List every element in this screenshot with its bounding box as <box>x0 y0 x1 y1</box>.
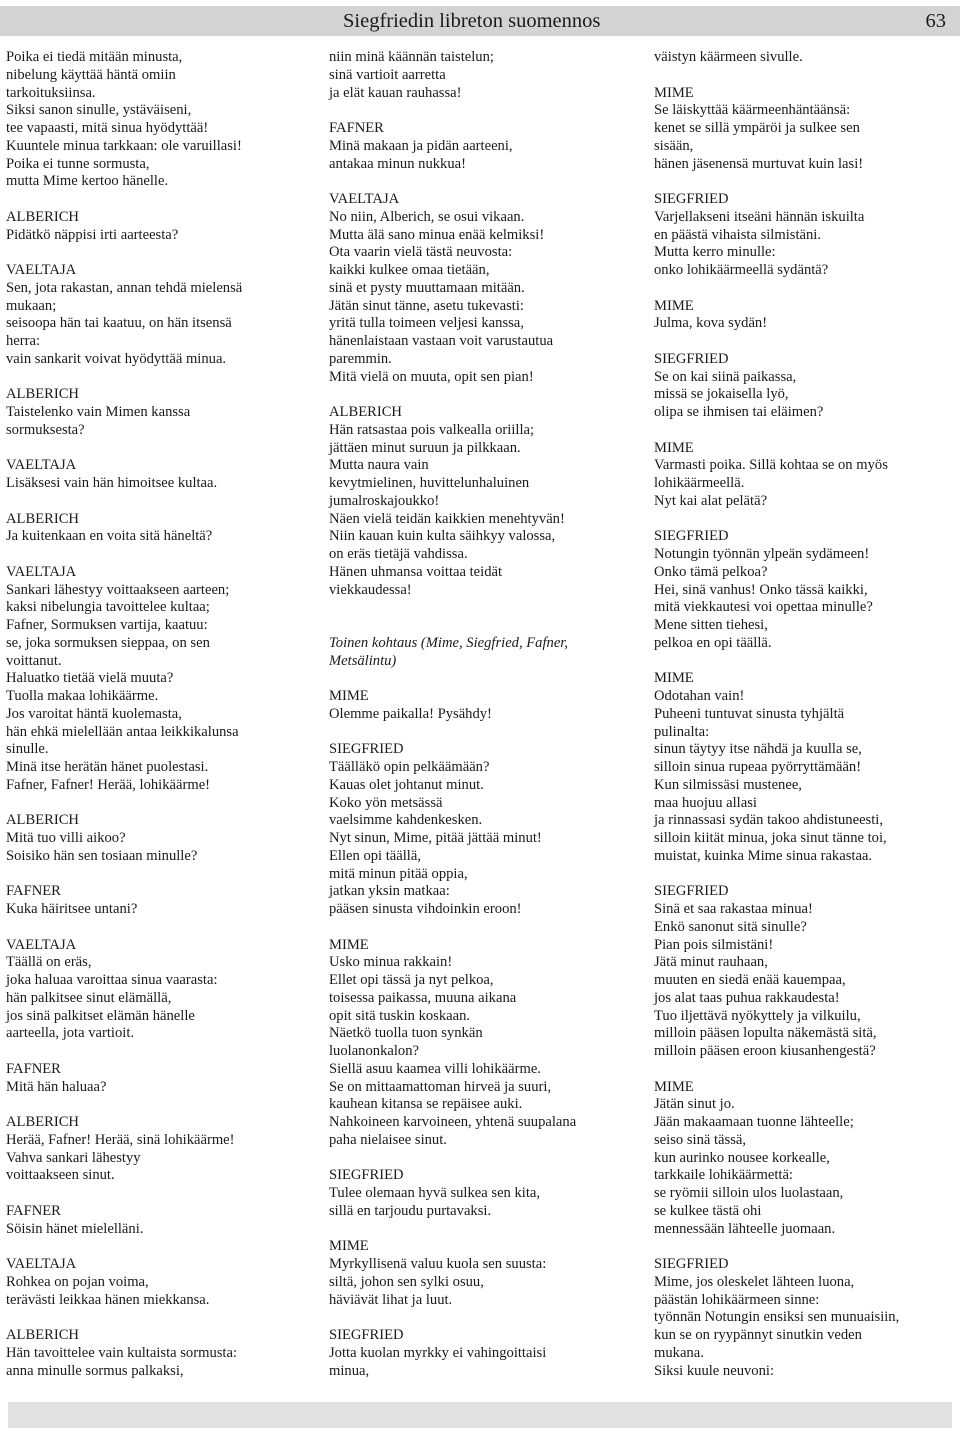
verse-line: kun se on ryypännyt sinutkin veden <box>654 1327 862 1343</box>
speech-block <box>654 351 954 422</box>
verse-line: Odotahan vain! <box>654 688 745 704</box>
verse-line: jättäen minut suruun ja pilkkaan. <box>329 439 521 456</box>
verse-line: niin minä käännän taistelun; <box>329 49 494 65</box>
speaker-name: VAELTAJA <box>6 457 77 474</box>
verse-line: kenet se sillä ympäröi ja sulkee sen <box>654 120 860 136</box>
verse-line: väistyn käärmeen sivulle. <box>654 49 803 65</box>
verse-line: maa huojuu allasi <box>654 794 757 811</box>
verse-line: mitä viekkautesi voi opettaa minulle? <box>654 599 873 616</box>
stage-direction <box>329 617 639 670</box>
speech-block <box>329 741 639 919</box>
speech-block <box>6 457 318 493</box>
speaker-name: ALBERICH <box>6 510 79 527</box>
speaker-name: FAFNER <box>6 1060 61 1077</box>
verse-line: Jätän sinut jo. <box>654 1096 735 1113</box>
verse-line: Jos varoitat häntä kuolemasta, <box>6 705 182 722</box>
verse-line: jos alat taas puhua rakkaudesta! <box>654 989 840 1006</box>
verse-line: Mitä tuo villi aikoo? <box>6 830 126 846</box>
speech-block <box>6 1114 318 1185</box>
speaker-name: SIEGFRIED <box>654 528 729 545</box>
speaker-name: MIME <box>654 439 694 456</box>
verse-line: se, joka sormuksen sieppaa, on sen <box>6 634 210 651</box>
verse-line: Mime, jos oleskelet lähteen luona, <box>654 1273 855 1290</box>
speaker-name: FAFNER <box>329 120 384 136</box>
speaker-name: ALBERICH <box>329 404 402 420</box>
verse-line: Metsälintu) <box>329 652 397 669</box>
verse-line: pelkoa en opi täällä. <box>654 634 772 651</box>
verse-line: nibelung käyttää häntä omiin <box>6 66 176 83</box>
speaker-name: MIME <box>329 688 369 704</box>
verse-line: Lisäksesi vain hän himoitsee kultaa. <box>6 475 218 491</box>
speaker-name: MIME <box>329 1238 369 1255</box>
verse-line: pulinalta: <box>654 723 710 740</box>
speech-block <box>329 937 639 1150</box>
speaker-name: VAELTAJA <box>6 262 77 278</box>
verse-line: Herää, Fafner! Herää, sinä lohikäärme! <box>6 1131 235 1148</box>
verse-line: ja elät kauan rauhassa! <box>329 84 462 101</box>
verse-line: hänenlaistaan vastaan voit varustautua <box>329 333 554 349</box>
verse-line: Varmasti poika. Sillä kohtaa se on myös <box>654 457 888 474</box>
verse-line: sinä vartioit aarretta <box>329 66 446 83</box>
speaker-name: FAFNER <box>6 1202 61 1219</box>
speech-block <box>6 209 318 245</box>
verse-line: silloin kiität minua, joka sinut tänne toi, <box>654 830 887 846</box>
verse-line: sormuksesta? <box>6 421 85 438</box>
speech-block <box>6 1327 318 1380</box>
verse-line: silloin sinua rupeaa pyörryttämään! <box>654 759 862 775</box>
verse-line: se ryömii silloin ulos luolastaan, <box>654 1185 844 1201</box>
verse-line: sillä en tarjoudu purtavaksi. <box>329 1202 492 1219</box>
speaker-name: VAELTAJA <box>329 191 400 207</box>
verse-line: milloin pääsen lopulta näkemästä sitä, <box>654 1025 877 1042</box>
verse-line: Olemme paikalla! Pysähdy! <box>329 705 492 722</box>
speech-block <box>654 1256 954 1380</box>
verse-line: muistat, kuinka Mime sinua rakastaa. <box>654 847 873 864</box>
verse-line: Siksi kuule neuvoni: <box>654 1362 774 1379</box>
verse-line: Näen vielä teidän kaikkien menehtyvän! <box>329 510 565 527</box>
verse-line: jatkan yksin matkaa: <box>329 883 450 900</box>
verse-line: yritä tulla toimeen veljesi kanssa, <box>329 315 524 332</box>
speaker-name: VAELTAJA <box>6 1256 77 1272</box>
text-column-3 <box>654 49 954 1398</box>
verse-line: Se on mittaamattoman hirveä ja suuri, <box>329 1078 552 1095</box>
verse-line: Sankari lähestyy voittaakseen aarteen; <box>6 581 230 598</box>
speech-block <box>654 528 954 652</box>
verse-line: Nahkoineen karvoineen, yhtenä suupalana <box>329 1114 577 1130</box>
verse-line: Nyt sinun, Mime, pitää jättää minut! <box>329 830 542 846</box>
verse-line: anna minulle sormus palkaksi, <box>6 1362 184 1379</box>
verse-line: muuten en siedä enää kauempaa, <box>654 972 846 988</box>
speech-block <box>654 298 954 334</box>
speech-block <box>654 85 954 174</box>
verse-line: paremmin. <box>329 350 392 367</box>
verse-line: opit sitä tuskin koskaan. <box>329 1007 471 1024</box>
speaker-name: MIME <box>654 84 694 101</box>
verse-line: Näetkö tuolla tuon synkän <box>329 1025 483 1042</box>
verse-line: Pidätkö näppisi irti aarteesta? <box>6 226 179 243</box>
speech-block <box>6 883 318 919</box>
speech-block <box>329 404 639 599</box>
verse-line: Täällä on eräs, <box>6 954 92 971</box>
verse-line: siltä, johon sen sylki osuu, <box>329 1273 484 1290</box>
verse-line: Hei, sinä vanhus! Onko tässä kaikki, <box>654 581 868 598</box>
verse-line: Haluatko tietää vielä muuta? <box>6 670 174 687</box>
verse-line: tee vapaasti, mitä sinua hyödyttää! <box>6 120 209 136</box>
verse-line: No niin, Alberich, se osui vikaan. <box>329 208 525 225</box>
verse-line: Hän tavoittelee vain kultaista sormusta: <box>6 1344 238 1361</box>
verse-line: kaikki kulkee omaa tietään, <box>329 262 490 278</box>
speech-block <box>6 1061 318 1097</box>
verse-line: toisessa paikassa, muuna aikana <box>329 989 517 1006</box>
verse-line: kevytmielinen, huvittelunhaluinen <box>329 475 530 491</box>
verse-line: Jätä minut rauhaan, <box>654 954 768 971</box>
speech-block <box>6 1256 318 1309</box>
speech-block <box>6 262 318 369</box>
speaker-name: ALBERICH <box>6 1114 79 1130</box>
verse-line: luolanonkalon? <box>329 1043 419 1059</box>
verse-line: kun aurinko nousee korkealle, <box>654 1149 830 1166</box>
verse-line: aarteella, jota vartioit. <box>6 1025 135 1042</box>
verse-line: mennessään lähteelle juomaan. <box>654 1220 836 1237</box>
verse-line: Se on kai siinä paikassa, <box>654 368 797 385</box>
speech-block <box>6 511 318 547</box>
speaker-name: SIEGFRIED <box>654 883 729 900</box>
speaker-name: VAELTAJA <box>6 563 77 580</box>
verse-line: Notungin työnnän ylpeän sydämeen! <box>654 546 870 562</box>
verse-line: vain sankarit voivat hyödyttää minua. <box>6 350 227 367</box>
verse-line: antakaa minun nukkua! <box>329 155 466 172</box>
verse-line: Koko yön metsässä <box>329 794 443 811</box>
verse-line: Soisiko hän sen tosiaan minulle? <box>6 847 198 864</box>
speech-block <box>654 1079 954 1239</box>
verse-line: Ellet opi tässä ja nyt pelkoa, <box>329 972 494 988</box>
speaker-name: SIEGFRIED <box>654 191 729 207</box>
speech-block <box>654 670 954 865</box>
verse-line: Siellä asuu kaamea villi lohikäärme. <box>329 1060 541 1077</box>
verse-line: Varjellakseni itseäni hännän iskuilta <box>654 208 865 225</box>
speaker-name: SIEGFRIED <box>329 741 404 758</box>
speech-block <box>654 883 954 1061</box>
speech-block <box>6 937 318 1044</box>
verse-line: Mutta naura vain <box>329 457 429 474</box>
speech-block <box>329 191 639 386</box>
verse-line: tarkoituksiinsa. <box>6 84 96 101</box>
verse-line: Siksi sanon sinulle, ystäväiseni, <box>6 102 192 119</box>
speaker-name: SIEGFRIED <box>329 1327 404 1343</box>
verse-line <box>329 617 639 635</box>
verse-line: työnnän Notungin ensiksi sen munuaisiin, <box>654 1309 900 1326</box>
verse-line: on eräs tietäjä vahdissa. <box>329 546 468 562</box>
verse-line: mukaan; <box>6 297 57 314</box>
speech-block <box>6 564 318 795</box>
verse-line: Jään makaamaan tuonne lähteelle; <box>654 1114 854 1130</box>
verse-line: pääsen sinusta vihdoinkin eroon! <box>329 901 522 917</box>
verse-line: Sen, jota rakastan, annan tehdä mielensä <box>6 279 243 296</box>
verse-line: Poika ei tiedä mitään minusta, <box>6 49 183 65</box>
verse-line: Mutta kerro minulle: <box>654 244 776 261</box>
speaker-name: MIME <box>654 670 694 687</box>
speech-block <box>6 386 318 439</box>
verse-line: milloin pääsen eroon kiusanhengestä? <box>654 1043 876 1059</box>
verse-line: Pian pois silmistäni! <box>654 936 774 953</box>
verse-line: jos sinä palkitset elämän hänelle <box>6 1007 195 1024</box>
verse-line: vaelsimme kahdenkesken. <box>329 812 483 829</box>
verse-line: Minä makaan ja pidän aarteeni, <box>329 137 513 154</box>
verse-line: herra: <box>6 333 41 349</box>
speaker-name: SIEGFRIED <box>654 350 729 367</box>
verse-line: Hän ratsastaa pois valkealla oriilla; <box>329 421 535 438</box>
verse-line: Ellen opi täällä, <box>329 847 421 864</box>
speech-continuation <box>654 49 954 67</box>
speaker-name: ALBERICH <box>6 812 79 829</box>
speech-block <box>329 1327 639 1380</box>
verse-line: Poika ei tunne sormusta, <box>6 155 150 172</box>
verse-line: Rohkea on pojan voima, <box>6 1273 149 1290</box>
verse-line: sinä et pysty muuttamaan mitään. <box>329 279 525 296</box>
verse-line: joka haluaa varoittaa sinua vaarasta: <box>6 972 218 988</box>
verse-line: Vahva sankari lähestyy <box>6 1149 141 1166</box>
verse-line: voittaakseen sinut. <box>6 1167 115 1184</box>
verse-line: ja rinnassasi sydän takoo ahdistuneesti, <box>654 812 883 829</box>
verse-line: Mutta älä sano minua enää kelmiksi! <box>329 226 545 243</box>
verse-line: Tuolla makaa lohikäärme. <box>6 688 159 704</box>
speaker-name: VAELTAJA <box>6 936 77 953</box>
verse-line: Täälläkö opin pelkäämään? <box>329 759 490 775</box>
speaker-name: MIME <box>329 936 369 953</box>
verse-line: Kuka häiritsee untani? <box>6 901 138 917</box>
footer-bar <box>8 1402 952 1428</box>
verse-line: Söisin hänet mielelläni. <box>6 1220 144 1237</box>
verse-line: häviävät lihat ja luut. <box>329 1291 453 1308</box>
verse-line: Toinen kohtaus (Mime, Siegfried, Fafner, <box>329 634 569 651</box>
verse-line: Kun silmissäsi mustenee, <box>654 776 802 793</box>
verse-line: mitä minun pitää oppia, <box>329 865 468 882</box>
speech-block <box>6 1203 318 1239</box>
speech-block <box>329 1238 639 1309</box>
speech-block <box>654 440 954 511</box>
verse-line: voittanut. <box>6 652 62 669</box>
verse-line: Mitä hän haluaa? <box>6 1078 107 1095</box>
speaker-name: SIEGFRIED <box>654 1256 729 1272</box>
speech-continuation <box>329 49 639 102</box>
verse-line: Ota vaarin vielä tästä neuvosta: <box>329 244 513 261</box>
verse-line: Sinä et saa rakastaa minua! <box>654 901 813 917</box>
verse-line: Tuo iljettävä nyökyttely ja vilkuilu, <box>654 1007 861 1024</box>
verse-line: Jätän sinut tänne, asetu tukevasti: <box>329 297 524 314</box>
verse-line: paha nielaisee sinut. <box>329 1131 447 1148</box>
verse-line: minua, <box>329 1362 370 1379</box>
page-number: 63 <box>925 10 946 32</box>
verse-line: Nyt kai alat pelätä? <box>654 492 768 509</box>
verse-line: Myrkyllisenä valuu kuola sen suusta: <box>329 1256 547 1272</box>
verse-line: Fafner, Fafner! Herää, lohikäärme! <box>6 776 211 793</box>
verse-line: Minä itse herätän hänet puolestasi. <box>6 759 209 775</box>
verse-line: terävästi leikkaa hänen miekkansa. <box>6 1291 210 1308</box>
speaker-name: ALBERICH <box>6 1327 79 1343</box>
verse-line: Onko tämä pelkoa? <box>654 563 768 580</box>
verse-line: Mene sitten tiehesi, <box>654 617 768 633</box>
text-column-1 <box>6 49 318 1398</box>
verse-line: sisään, <box>654 137 694 154</box>
verse-line: seiso sinä tässä, <box>654 1131 747 1148</box>
verse-line: Usko minua rakkain! <box>329 954 453 971</box>
verse-line: Mitä vielä on muuta, opit sen pian! <box>329 368 534 385</box>
page-header-title: Siegfriedin libreton suomennos <box>343 10 601 32</box>
speaker-name: SIEGFRIED <box>329 1167 404 1184</box>
verse-line: en päästä vihaista silmistäni. <box>654 226 821 243</box>
verse-line: mutta Mime kertoo hänelle. <box>6 173 169 190</box>
verse-line: onko lohikäärmeellä sydäntä? <box>654 262 829 278</box>
verse-line: Tulee olemaan hyvä sulkea sen kita, <box>329 1185 541 1201</box>
verse-line: tarkkaile lohikäärmettä: <box>654 1167 793 1184</box>
speech-block <box>329 120 639 173</box>
verse-line: kauhean kitansa se repäisee auki. <box>329 1096 523 1113</box>
verse-line: lohikäärmeellä. <box>654 475 745 491</box>
verse-line: Hänen uhmansa voittaa teidät <box>329 563 503 580</box>
speech-continuation <box>6 49 318 191</box>
speech-block <box>654 191 954 280</box>
verse-line: Se läiskyttää käärmeenhäntäänsä: <box>654 102 851 119</box>
verse-line: kaksi nibelungia tavoittelee kultaa; <box>6 599 210 616</box>
verse-line: Enkö sanonut sitä sinulle? <box>654 918 807 935</box>
verse-line: Fafner, Sormuksen vartija, kaatuu: <box>6 617 208 633</box>
verse-line: Jotta kuolan myrkky ei vahingoittaisi <box>329 1344 547 1361</box>
verse-line: missä se jokaisella lyö, <box>654 386 789 403</box>
verse-line: hän ehkä mielellään antaa leikkikalunsa <box>6 723 239 740</box>
verse-line: Taistelenko vain Mimen kanssa <box>6 404 191 420</box>
speech-block <box>329 1167 639 1220</box>
verse-line: mukana. <box>654 1344 704 1361</box>
verse-line: sinun täytyy itse nähdä ja kuulla se, <box>654 741 862 758</box>
speaker-name: ALBERICH <box>6 208 79 225</box>
speaker-name: MIME <box>654 1078 694 1095</box>
speech-block <box>6 812 318 865</box>
verse-line: jumalroskajoukko! <box>329 492 440 509</box>
verse-line: Puheeni tuntuvat sinusta tyhjältä <box>654 705 845 722</box>
speaker-name: MIME <box>654 297 694 314</box>
verse-line: Julma, kova sydän! <box>654 315 768 332</box>
verse-line: olipa se ihmisen tai eläimen? <box>654 404 824 420</box>
verse-line: sinulle. <box>6 741 49 758</box>
text-column-2 <box>329 49 639 1398</box>
verse-line: Ja kuitenkaan en voita sitä häneltä? <box>6 528 213 545</box>
verse-line: Kuuntele minua tarkkaan: ole varuillasi! <box>6 137 242 154</box>
verse-line: seisoopa hän tai kaatuu, on hän itsensä <box>6 315 232 332</box>
verse-line: se kulkee tästä ohi <box>654 1202 762 1219</box>
verse-line: hänen jäsenensä murtuvat kuin lasi! <box>654 155 864 172</box>
speaker-name: ALBERICH <box>6 386 79 403</box>
verse-line: hän palkitsee sinut elämällä, <box>6 989 172 1006</box>
verse-line: päästän lohikäärmeen sinne: <box>654 1291 820 1308</box>
verse-line: Kauas olet johtanut minut. <box>329 776 484 793</box>
verse-line: viekkaudessa! <box>329 581 412 598</box>
speech-block <box>329 688 639 724</box>
speaker-name: FAFNER <box>6 883 61 900</box>
verse-line: Niin kauan kuin kulta säihkyy valossa, <box>329 528 556 545</box>
